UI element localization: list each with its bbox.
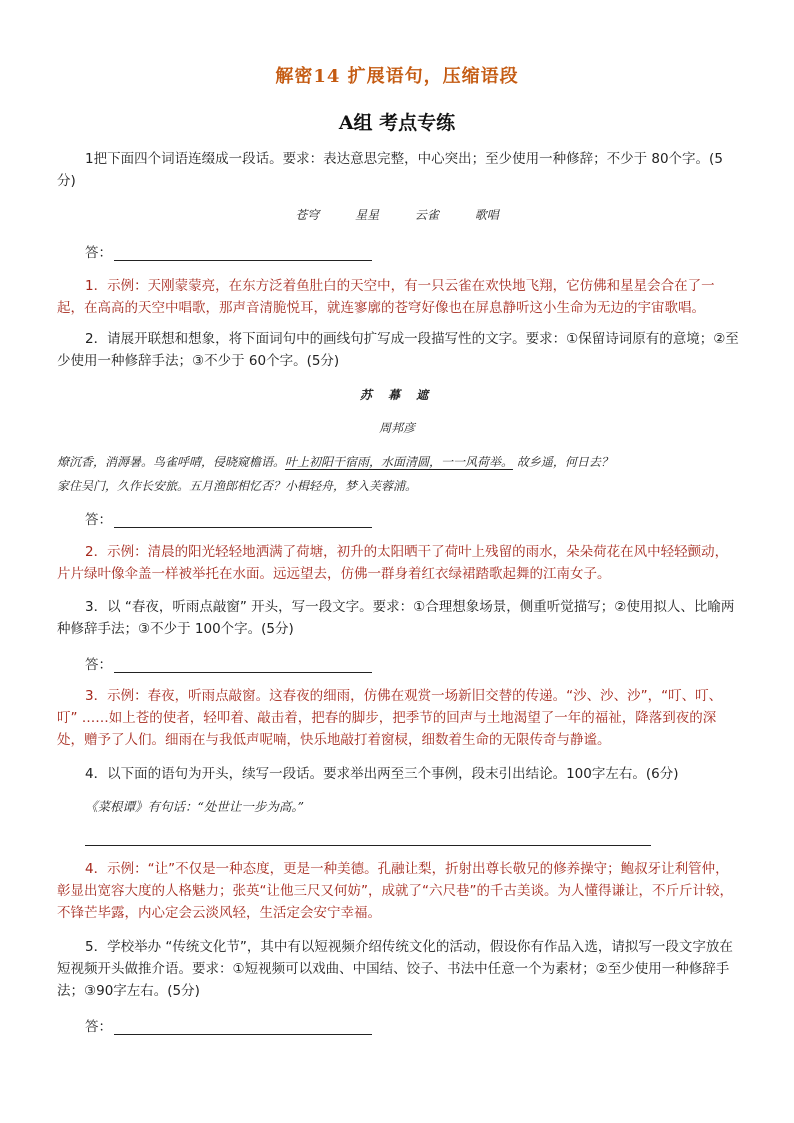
question-5-answer-field[interactable] — [85, 1015, 372, 1035]
question-4-quote: 《菜根谭》有句话：“处世让一步为高。” — [85, 799, 305, 814]
answer-blank-line — [114, 658, 372, 673]
word-item: 苍穹 — [295, 208, 320, 222]
poem-line-1 — [57, 450, 747, 474]
question-3-answer-field[interactable] — [85, 653, 372, 673]
answer-label: 答： — [85, 657, 112, 673]
poem-author: 周邦彦 — [378, 421, 415, 435]
question-3-answer: 3．示例：春夜，听雨点敲窗。这春夜的细雨，仿佛在观赏一场新旧交替的传递。“沙、沙、沙”，“叮、叮、叮” ……如上苍的使者，轻叩着、敲击着，把春的脚步，把季节的回声与土地渴望了一年的福祉，降落到夜的深处，赠予了人们。细雨在与我低声呢喃，快乐地敲打着窗棂，细数着生命的无限传奇与静谧。 — [57, 688, 723, 748]
page-title: 解密14 扩展语句，压缩语段 — [275, 66, 519, 87]
section-subtitle: A组 考点专练 — [338, 112, 456, 134]
answer-blank-line — [114, 246, 372, 261]
question-1-answer: 1．示例：天刚蒙蒙亮，在东方泛着鱼肚白的天空中，有一只云雀在欢快地飞翔，它仿佛和星星会合在了一起，在高高的天空中唱歌，那声音清脆悦耳，就连寥廓的苍穹好像也在屏息静听这小生命为无边的宇宙歌唱。 — [57, 278, 715, 316]
answer-label: 答： — [85, 1019, 112, 1035]
question-4-prompt: 4．以下面的语句为开头，续写一段话。要求举出两至三个事例，段末引出结论。100字左右。(6分) — [85, 766, 679, 782]
answer-blank-line — [114, 1020, 372, 1035]
question-4-answer: 4．示例：“让”不仅是一种态度，更是一种美德。孔融让梨，折射出尊长敬兄的修养操守；鲍叔牙让利管仲，彰显出宽容大度的人格魅力；张英“让他三尺又何妨”，成就了“六尺巷”的千古美谈。为人懂得谦让，不斤斤计较，不锋芒毕露，内心定会云淡风轻，生活定会安宁幸福。 — [57, 861, 733, 921]
question-2-prompt: 2．请展开联想和想象，将下面词句中的画线句扩写成一段描写性的文字。要求：①保留诗词原有的意境；②至少使用一种修辞手法；③不少于 60个字。(5分) — [57, 331, 739, 369]
question-1-word-list — [0, 206, 794, 223]
answer-label: 答： — [85, 512, 112, 528]
question-1-answer-field[interactable] — [85, 241, 372, 261]
word-item: 云雀 — [414, 208, 439, 222]
underlined-sentence: 叶上初阳干宿雨，水面清圆，一一风荷举。 — [285, 455, 514, 469]
question-2-answer-field[interactable] — [85, 508, 372, 528]
question-1-prompt: 1把下面四个词语连缀成一段话。要求：表达意思完整，中心突出；至少使用一种修辞；不少于 80个字。(5分) — [57, 151, 723, 189]
word-item: 歌唱 — [474, 208, 499, 222]
answer-label: 答： — [85, 245, 112, 261]
poem-line-2: 家住吴门，久作长安旅。五月渔郎相忆否？小楫轻舟，梦入芙蓉浦。 — [57, 479, 418, 493]
question-5-prompt: 5．学校举办 “传统文化节”，其中有以短视频介绍传统文化的活动，假设你有作品入选，请拟写一段文字放在短视频开头做推介语。要求：①短视频可以戏曲、中国结、饺子、书法中任意一个为素材；②至少使用一种修辞手法；③90字左右。(5分) — [57, 939, 733, 999]
question-4-answer-line[interactable] — [85, 845, 651, 846]
question-3-prompt: 3．以 “春夜，听雨点敲窗” 开头，写一段文字。要求：①合理想象场景，侧重听觉描写；②使用拟人、比喻两种修辞手法；③不少于 100个字。(5分) — [57, 599, 735, 637]
question-2-answer: 2．示例：清晨的阳光轻轻地洒满了荷塘，初升的太阳晒干了荷叶上残留的雨水，朵朵荷花在风中轻轻颤动，片片绿叶像伞盖一样被举托在水面。远远望去，仿佛一群身着红衣绿裙踏歌起舞的江南女子。 — [57, 544, 729, 582]
poem-text — [57, 450, 747, 498]
answer-blank-line — [114, 513, 372, 528]
poem-line-1-end: 故乡遥，何日去？ — [513, 455, 613, 469]
word-item: 星星 — [355, 208, 380, 222]
poem-title: 苏 幕 遮 — [359, 388, 435, 402]
poem-line-1-start: 燎沉香，消溽暑。鸟雀呼晴，侵晓窥檐语。 — [57, 455, 286, 469]
